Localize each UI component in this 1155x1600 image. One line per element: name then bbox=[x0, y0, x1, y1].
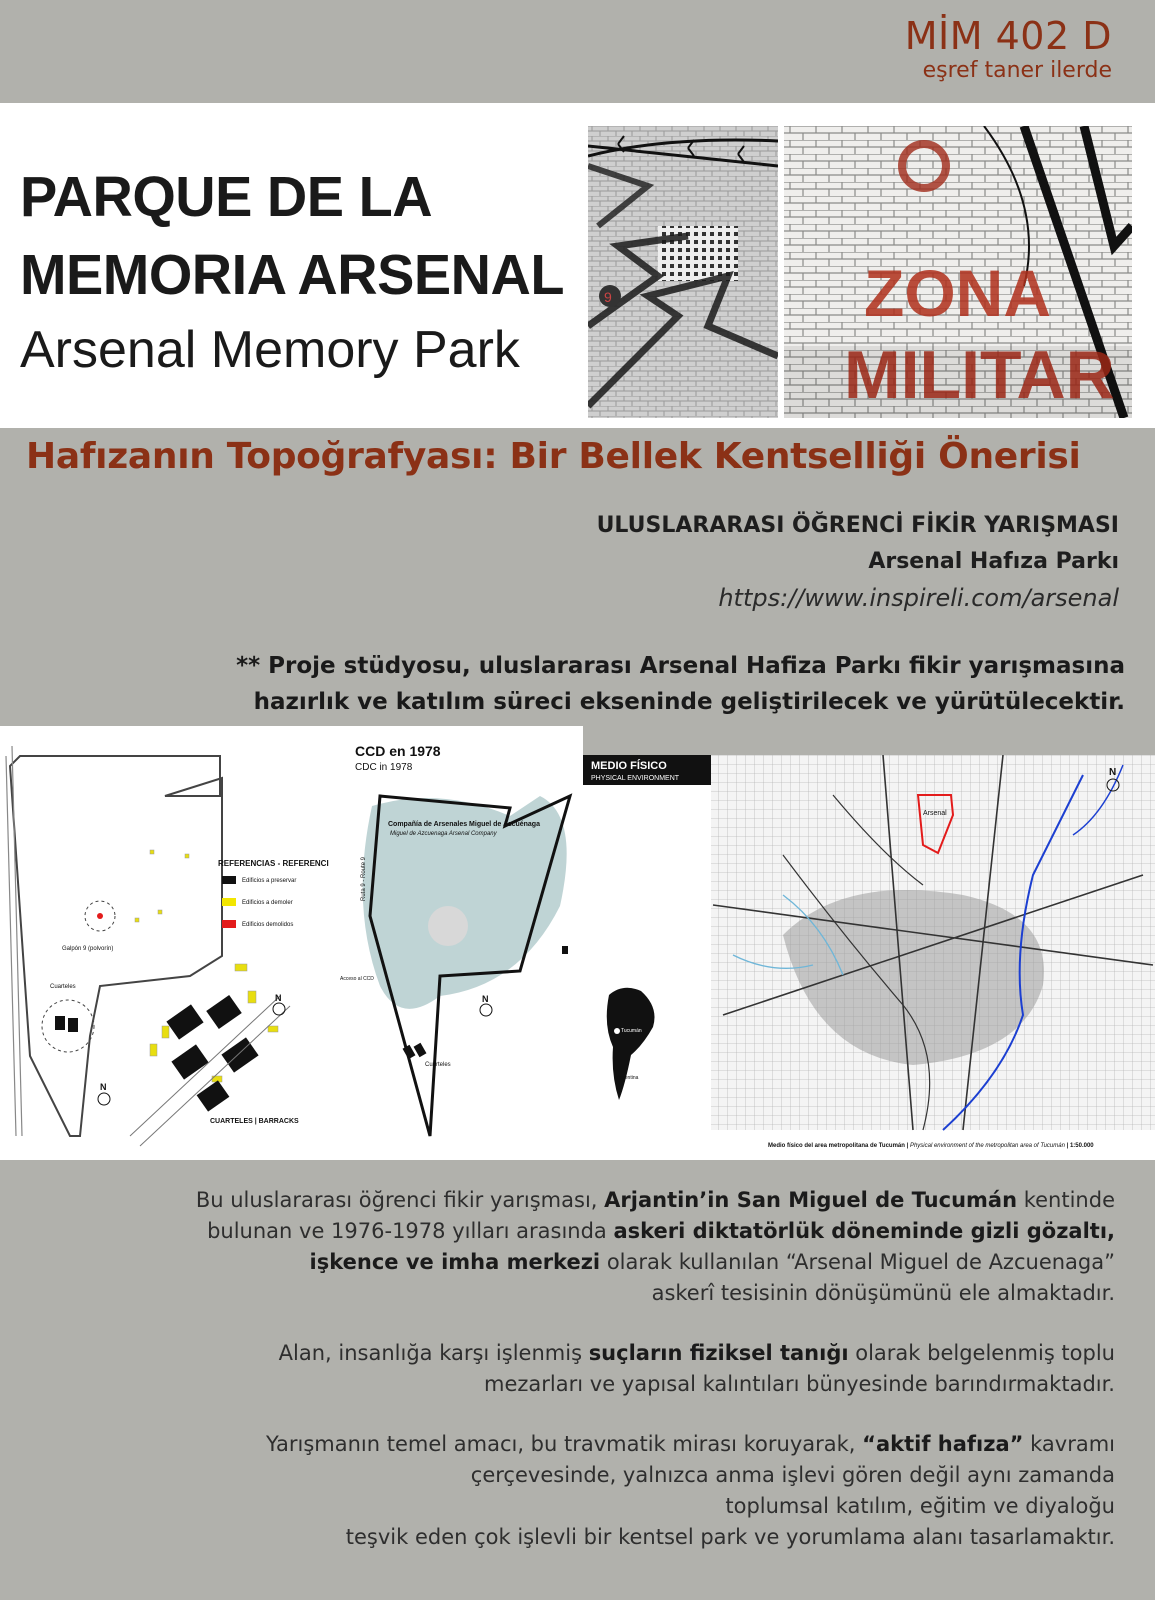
page-title bbox=[20, 158, 575, 386]
course-code: MİM 402 D bbox=[904, 14, 1112, 58]
paragraph-2: Alan, insanlığa karşı işlenmiş suçların fiziksel tanığı olarak belgelenmiş toplu mezarları ve yapısal kalıntıları bünyesinde barındırmaktadır. bbox=[278, 1341, 1115, 1396]
map-north-icon: N bbox=[1109, 767, 1117, 778]
photo-barbed-wire bbox=[588, 126, 778, 418]
map-badge-subtitle: PHYSICAL ENVIRONMENT bbox=[591, 775, 680, 782]
tucuman-map bbox=[583, 755, 1155, 1160]
legend-swatch-demolished bbox=[222, 920, 236, 928]
legend-title: REFERENCIAS - REFERENCI bbox=[218, 859, 329, 868]
note-line-2: hazırlık ve katılım süreci ekseninde geliştirilecek ve yürütülecektir. bbox=[253, 689, 1125, 715]
site-north-icon: N bbox=[275, 993, 282, 1003]
ccd-route: Ruta 9 - Route 9 bbox=[361, 856, 367, 901]
note-line-1: ** Proje stüdyosu, uluslararası Arsenal Hafiza Parkı fikir yarışmasına bbox=[236, 653, 1125, 679]
title-line-1: PARQUE DE LA bbox=[20, 165, 433, 229]
legend-swatch-demolish bbox=[222, 898, 236, 906]
title-line-3: Arsenal Memory Park bbox=[20, 321, 520, 379]
photo-word-militar: MILITAR bbox=[844, 337, 1115, 413]
ccd-title: CCD en 1978 bbox=[355, 743, 441, 759]
photo-word-zona: ZONA bbox=[864, 256, 1051, 330]
subtitle: Hafızanın Topoğrafyası: Bir Bellek Kentselliği Önerisi bbox=[26, 436, 1081, 477]
title-line-2: MEMORIA ARSENAL bbox=[20, 243, 565, 307]
site-maps bbox=[0, 726, 583, 1160]
barbed-wire-image bbox=[588, 126, 778, 418]
site-north-icon-2: N bbox=[100, 1082, 107, 1092]
competition-info bbox=[597, 508, 1119, 616]
paragraph-1: Bu uluslararası öğrenci fikir yarışması, Arjantin’in San Miguel de Tucumán kentinde bulunan ve 1976-1978 yılları arasında askeri diktatörlük döneminde gizli gözaltı, işkence ve imha merkezi olarak kullanılan “Arsenal Miguel de Azcuenaga” askerî tesisinin dönüşümünü ele almaktadır. bbox=[195, 1188, 1115, 1305]
studio-note bbox=[236, 648, 1125, 720]
site-label-galpon: Galpón 9 (polvorín) bbox=[62, 946, 114, 952]
site-label-cuarteles: Cuarteles bbox=[50, 984, 76, 990]
legend-preserve: Edificios a preservar bbox=[242, 878, 297, 884]
competition-name: ULUSLARARASI ÖĞRENCİ FİKİR YARIŞMASI bbox=[596, 513, 1119, 538]
ccd-company-en: Miguel de Azcuenaga Arsenal Company bbox=[390, 831, 497, 837]
ccd-access: Acceso al CCD bbox=[340, 976, 374, 982]
legend-swatch-preserve bbox=[222, 876, 236, 884]
map-panel-left bbox=[0, 726, 583, 1160]
physical-environment-map bbox=[583, 755, 1155, 1160]
ccd-subtitle: CDC in 1978 bbox=[355, 762, 413, 773]
ccd-cuarteles: Cuarteles bbox=[425, 1062, 451, 1068]
map-arsenal-label: Arsenal bbox=[923, 810, 947, 817]
inset-tucuman-label: Tucumán bbox=[621, 1028, 642, 1034]
legend-demolish: Edificios a demoler bbox=[242, 900, 293, 906]
paragraph-3: Yarışmanın temel amacı, bu travmatik mirası koruyarak, “aktif hafıza” kavramı çerçevesinde, yalnızca anma işlevi gören değil aynı zamanda toplumsal katılım, eğitim ve diyaloğu teşvik eden çok işlevli bir kentsel park ve yorumlama alanı tasarlamaktır. bbox=[266, 1432, 1115, 1549]
park-name: Arsenal Hafıza Parkı bbox=[868, 549, 1119, 574]
description-body bbox=[15, 1185, 1115, 1582]
ccd-company: Compañía de Arsenales Miguel de Azcuénaga bbox=[388, 821, 540, 828]
photo-zona-militar bbox=[784, 126, 1132, 418]
instructor-name: eşref taner ilerde bbox=[922, 58, 1112, 83]
site-label-barracks: CUARTELES | BARRACKS bbox=[210, 1118, 299, 1125]
legend-demolished: Edificios demolidos bbox=[242, 922, 294, 928]
photo-number: 9 bbox=[604, 289, 612, 305]
ccd-north-icon: N bbox=[482, 994, 489, 1004]
map-badge-title: MEDIO FÍSICO bbox=[591, 760, 667, 772]
course-header bbox=[905, 14, 1112, 84]
competition-url[interactable]: https://www.inspireli.com/arsenal bbox=[718, 584, 1119, 612]
inset-argentina-label: Argentina bbox=[617, 1075, 639, 1081]
map-caption: Medio físico del area metropolitana de Tucumán | Physical environment of the metropolitan area of Tucumán | 1:50.000 bbox=[768, 1143, 1094, 1149]
zona-militar-image bbox=[784, 126, 1132, 418]
